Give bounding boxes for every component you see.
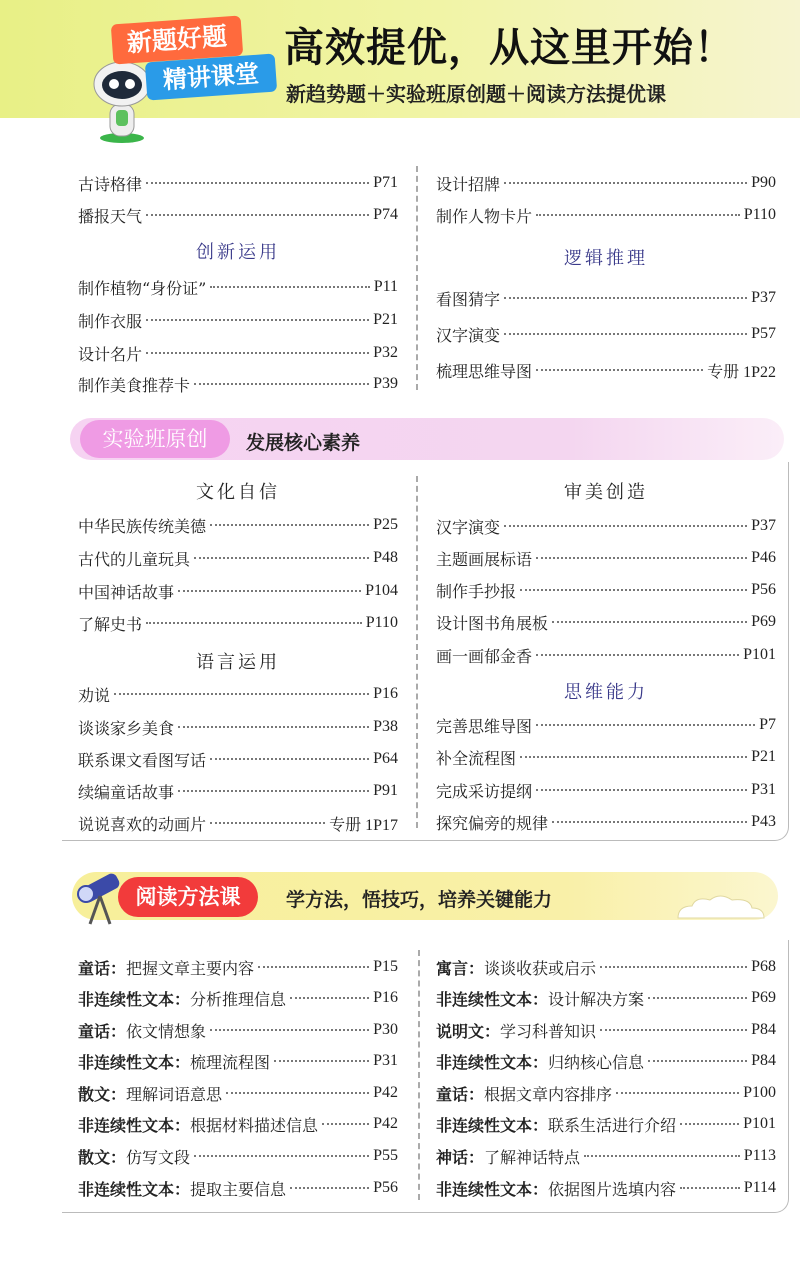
list-item: 画一画郁金香 P101 (436, 646, 776, 666)
header-banner (0, 0, 800, 118)
cloud-icon (672, 892, 768, 920)
list-item: 非连续性文本： 依据图片选填内容 P114 (436, 1179, 776, 1199)
list-item: 设计名片 P32 (78, 344, 398, 364)
section-title-core: 发展核心素养 (246, 432, 361, 454)
list-item: 非连续性文本： 联系生活进行介绍 P101 (436, 1115, 776, 1135)
list-item: 非连续性文本： 梳理流程图 P31 (78, 1052, 398, 1072)
list-item: 童话： 把握文章主要内容 P15 (78, 958, 398, 978)
list-item: 完善思维导图 P7 (436, 716, 776, 736)
list-item: 非连续性文本： 归纳核心信息 P84 (436, 1052, 776, 1072)
list-item: 制作美食推荐卡 P39 (78, 375, 398, 395)
list-item: 童话： 根据文章内容排序 P100 (436, 1084, 776, 1104)
section-label-lab: 实验班原创 (80, 420, 230, 458)
list-item: 探究偏旁的规律 P43 (436, 813, 776, 833)
lab-column-divider (416, 476, 418, 828)
list-item: 补全流程图 P21 (436, 748, 776, 768)
header-title: 高效提优，从这里开始！ (284, 25, 735, 71)
list-item: 非连续性文本： 提取主要信息 P56 (78, 1179, 398, 1199)
list-item: 散文： 仿写文段 P55 (78, 1147, 398, 1167)
list-item: 播报天气 P74 (78, 206, 398, 226)
section-heading-culture: 文化自信 (196, 482, 280, 503)
reading-panel (62, 940, 789, 1213)
list-item: 制作植物“身份证” P11 (78, 278, 398, 298)
list-item: 非连续性文本： 根据材料描述信息 P42 (78, 1115, 398, 1135)
list-item: 古代的儿童玩具 P48 (78, 549, 398, 569)
list-item: 设计图书角展板 P69 (436, 613, 776, 633)
section-heading-logic: 逻辑推理 (564, 248, 648, 269)
list-item: 看图猜字 P37 (436, 289, 776, 309)
list-item: 非连续性文本： 设计解决方案 P69 (436, 989, 776, 1009)
section-heading-language: 语言运用 (196, 652, 280, 673)
top-column-divider (416, 166, 418, 390)
section-heading-thinking: 思维能力 (564, 682, 648, 703)
list-item: 制作衣服 P21 (78, 311, 398, 331)
list-item: 说说喜欢的动画片 专册 1P17 (78, 814, 398, 834)
badge-new-questions: 新题好题 (111, 16, 243, 65)
list-item: 制作人物卡片 P110 (436, 206, 776, 226)
list-item: 古诗格律 P71 (78, 174, 398, 194)
reading-column-divider (418, 950, 420, 1200)
list-item: 汉字演变 P37 (436, 517, 776, 537)
list-item: 完成采访提纲 P31 (436, 781, 776, 801)
list-item: 联系课文看图写话 P64 (78, 750, 398, 770)
section-label-reading: 阅读方法课 (118, 877, 258, 917)
badge-lecture-class: 精讲课堂 (145, 54, 277, 101)
list-item: 梳理思维导图 专册 1P22 (436, 361, 776, 381)
list-item: 主题画展标语 P46 (436, 549, 776, 569)
list-item: 非连续性文本： 分析推理信息 P16 (78, 989, 398, 1009)
list-item: 了解史书 P110 (78, 614, 398, 634)
list-item: 中华民族传统美德 P25 (78, 516, 398, 536)
list-item: 设计招牌 P90 (436, 174, 776, 194)
list-item: 童话： 依文情想象 P30 (78, 1021, 398, 1041)
section-title-reading: 学方法，悟技巧，培养关键能力 (286, 889, 553, 911)
section-heading-innovation: 创新运用 (196, 242, 280, 263)
list-item: 说明文： 学习科普知识 P84 (436, 1021, 776, 1041)
list-item: 谈谈家乡美食 P38 (78, 718, 398, 738)
list-item: 神话： 了解神话特点 P113 (436, 1147, 776, 1167)
list-item: 续编童话故事 P91 (78, 782, 398, 802)
list-item: 汉字演变 P57 (436, 325, 776, 345)
header-subtitle: 新趋势题＋实验班原创题＋阅读方法提优课 (286, 82, 666, 106)
list-item: 劝说 P16 (78, 685, 398, 705)
list-item: 制作手抄报 P56 (436, 581, 776, 601)
list-item: 散文： 理解词语意思 P42 (78, 1084, 398, 1104)
list-item: 寓言： 谈谈收获或启示 P68 (436, 958, 776, 978)
section-heading-aesthetics: 审美创造 (564, 482, 648, 503)
list-item: 中国神话故事 P104 (78, 582, 398, 602)
